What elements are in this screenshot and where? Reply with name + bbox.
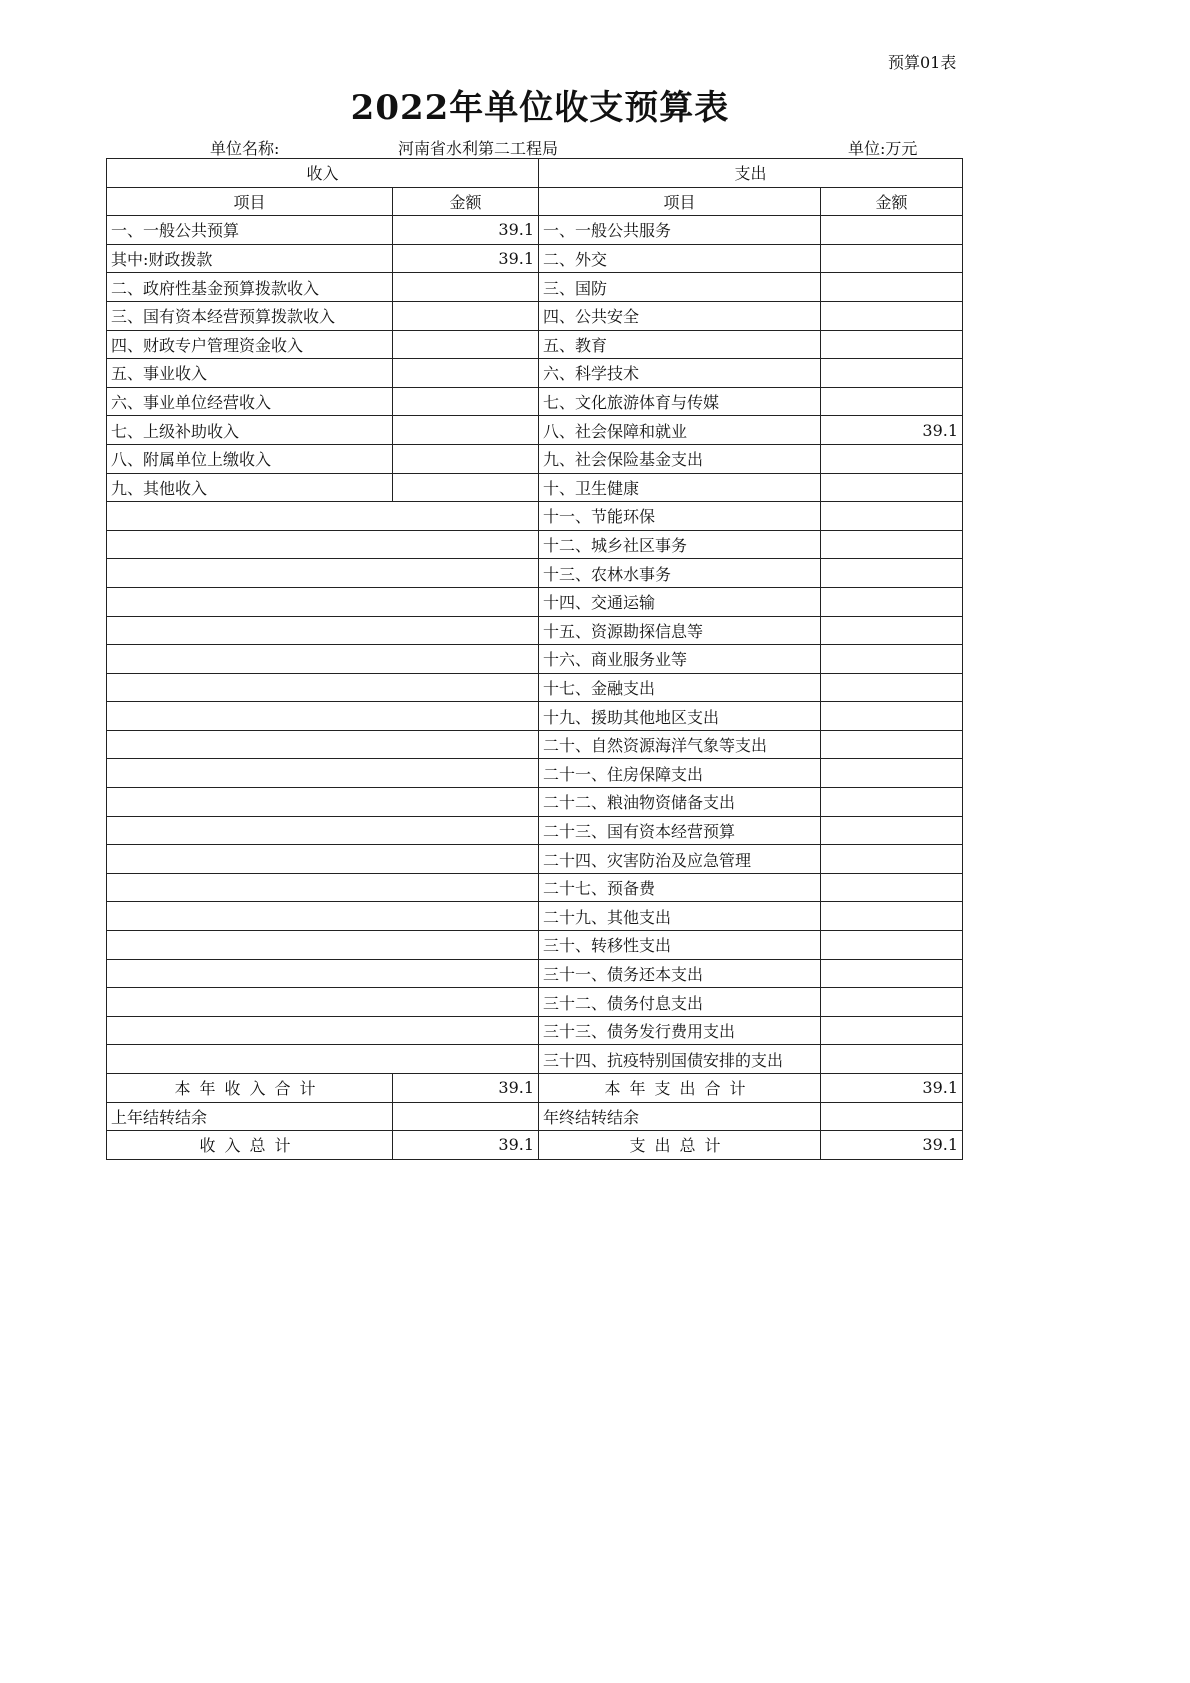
expense-amount — [821, 387, 963, 416]
income-row — [107, 673, 539, 702]
income-item: 五、事业收入 — [107, 359, 393, 388]
expense-amount — [821, 988, 963, 1017]
expense-amount — [821, 1045, 963, 1074]
expense-item: 十二、城乡社区事务 — [539, 530, 821, 559]
income-amount — [393, 330, 539, 359]
income-empty-cell — [107, 673, 539, 702]
income-amount — [393, 473, 539, 502]
expense-row — [539, 273, 963, 302]
unit-name: 河南省水利第二工程局 — [398, 139, 559, 158]
expense-row — [539, 473, 963, 502]
income-row — [107, 816, 539, 845]
income-carry-amount — [393, 1102, 539, 1131]
expense-row — [539, 816, 963, 845]
income-empty-cell — [107, 730, 539, 759]
expense-row — [539, 359, 963, 388]
income-empty-cell — [107, 587, 539, 616]
expense-amount — [821, 616, 963, 645]
income-empty-cell — [107, 959, 539, 988]
income-empty-cell — [107, 616, 539, 645]
expense-amount — [821, 530, 963, 559]
income-row — [107, 702, 539, 731]
expense-grand-total-row — [539, 1131, 963, 1160]
expense-carry-label: 年终结转结余 — [539, 1102, 821, 1131]
income-empty-cell — [107, 645, 539, 674]
income-item: 四、财政专户管理资金收入 — [107, 330, 393, 359]
expense-amount — [821, 216, 963, 245]
budget-table — [106, 158, 962, 1158]
income-rows — [107, 216, 539, 1074]
expense-year-total-label: 本年支出合计 — [539, 1074, 821, 1103]
expense-amount — [821, 1016, 963, 1045]
expense-item: 三、国防 — [539, 273, 821, 302]
expense-year-total-amount: 39.1 — [821, 1074, 963, 1103]
expense-item: 十三、农林水事务 — [539, 559, 821, 588]
income-grand-total-row — [107, 1131, 539, 1160]
expense-row — [539, 730, 963, 759]
income-section — [106, 158, 538, 1158]
income-amount — [393, 301, 539, 330]
income-empty-cell — [107, 931, 539, 960]
income-empty-cell — [107, 559, 539, 588]
expense-item: 二十二、粮油物资储备支出 — [539, 788, 821, 817]
expense-row — [539, 416, 963, 445]
income-amount: 39.1 — [393, 244, 539, 273]
income-empty-cell — [107, 530, 539, 559]
expense-amount — [821, 444, 963, 473]
income-carry-row — [107, 1102, 539, 1131]
expense-header: 支出 — [539, 159, 963, 188]
expense-row — [539, 702, 963, 731]
expense-amount — [821, 759, 963, 788]
income-row — [107, 788, 539, 817]
income-amount-header: 金额 — [393, 187, 539, 216]
income-row — [107, 845, 539, 874]
income-row — [107, 730, 539, 759]
income-row — [107, 387, 539, 416]
expense-amount — [821, 645, 963, 674]
expense-carry-row — [539, 1102, 963, 1131]
income-row — [107, 444, 539, 473]
expense-item: 八、社会保障和就业 — [539, 416, 821, 445]
income-amount — [393, 416, 539, 445]
expense-item: 四、公共安全 — [539, 301, 821, 330]
income-empty-cell — [107, 1045, 539, 1074]
income-empty-cell — [107, 788, 539, 817]
expense-item: 二十九、其他支出 — [539, 902, 821, 931]
expense-item: 三十、转移性支出 — [539, 931, 821, 960]
expense-amount — [821, 273, 963, 302]
income-empty-cell — [107, 759, 539, 788]
currency-unit: 单位:万元 — [848, 139, 918, 158]
expense-item: 十六、商业服务业等 — [539, 645, 821, 674]
income-amount — [393, 273, 539, 302]
income-row — [107, 273, 539, 302]
income-row — [107, 330, 539, 359]
page-title: 2022年单位收支预算表 — [350, 88, 730, 128]
form-number: 预算01表 — [888, 53, 957, 72]
income-row — [107, 216, 539, 245]
expense-year-total-row — [539, 1074, 963, 1103]
expense-amount — [821, 845, 963, 874]
income-item: 九、其他收入 — [107, 473, 393, 502]
income-empty-cell — [107, 702, 539, 731]
expense-item: 十一、节能环保 — [539, 502, 821, 531]
income-item-header: 项目 — [107, 187, 393, 216]
expense-rows — [539, 216, 963, 1074]
expense-item: 三十二、债务付息支出 — [539, 988, 821, 1017]
expense-row — [539, 845, 963, 874]
expense-item: 五、教育 — [539, 330, 821, 359]
expense-item: 二十、自然资源海洋气象等支出 — [539, 730, 821, 759]
expense-amount — [821, 788, 963, 817]
expense-row — [539, 330, 963, 359]
expense-amount — [821, 473, 963, 502]
expense-item: 十四、交通运输 — [539, 587, 821, 616]
income-row — [107, 1045, 539, 1074]
expense-amount — [821, 587, 963, 616]
expense-item: 二十三、国有资本经营预算 — [539, 816, 821, 845]
unit-name-label: 单位名称: — [210, 139, 280, 158]
income-amount — [393, 387, 539, 416]
expense-amount — [821, 959, 963, 988]
expense-item: 二十一、住房保障支出 — [539, 759, 821, 788]
expense-amount — [821, 559, 963, 588]
income-empty-cell — [107, 1016, 539, 1045]
expense-amount — [821, 502, 963, 531]
expense-row — [539, 559, 963, 588]
income-row — [107, 416, 539, 445]
expense-row — [539, 988, 963, 1017]
expense-item-header: 项目 — [539, 187, 821, 216]
income-row — [107, 301, 539, 330]
income-row — [107, 616, 539, 645]
expense-item: 三十四、抗疫特别国债安排的支出 — [539, 1045, 821, 1074]
expense-row — [539, 502, 963, 531]
expense-amount — [821, 673, 963, 702]
income-amount — [393, 359, 539, 388]
expense-amount — [821, 931, 963, 960]
income-row — [107, 759, 539, 788]
expense-row — [539, 616, 963, 645]
expense-amount — [821, 902, 963, 931]
expense-amount — [821, 702, 963, 731]
income-empty-cell — [107, 816, 539, 845]
expense-item: 三十三、债务发行费用支出 — [539, 1016, 821, 1045]
expense-item: 二、外交 — [539, 244, 821, 273]
expense-amount — [821, 244, 963, 273]
income-empty-cell — [107, 845, 539, 874]
expense-row — [539, 759, 963, 788]
income-row — [107, 473, 539, 502]
income-empty-cell — [107, 502, 539, 531]
expense-row — [539, 931, 963, 960]
expense-item: 十五、资源勘探信息等 — [539, 616, 821, 645]
expense-row — [539, 444, 963, 473]
expense-amount — [821, 330, 963, 359]
expense-item: 十七、金融支出 — [539, 673, 821, 702]
income-row — [107, 931, 539, 960]
income-grand-total-amount: 39.1 — [393, 1131, 539, 1160]
income-item: 二、政府性基金预算拨款收入 — [107, 273, 393, 302]
expense-item: 二十四、灾害防治及应急管理 — [539, 845, 821, 874]
income-empty-cell — [107, 988, 539, 1017]
income-empty-cell — [107, 902, 539, 931]
income-row — [107, 587, 539, 616]
income-row — [107, 645, 539, 674]
income-row — [107, 502, 539, 531]
expense-grand-total-label: 支出总计 — [539, 1131, 821, 1160]
expense-row — [539, 902, 963, 931]
income-row — [107, 244, 539, 273]
expense-row — [539, 645, 963, 674]
income-row — [107, 559, 539, 588]
income-row — [107, 873, 539, 902]
expense-amount — [821, 730, 963, 759]
expense-item: 十、卫生健康 — [539, 473, 821, 502]
expense-table — [538, 158, 963, 1160]
income-amount — [393, 444, 539, 473]
expense-row — [539, 959, 963, 988]
expense-row — [539, 216, 963, 245]
expense-amount — [821, 301, 963, 330]
income-header: 收入 — [107, 159, 539, 188]
expense-amount — [821, 873, 963, 902]
income-amount: 39.1 — [393, 216, 539, 245]
expense-row — [539, 873, 963, 902]
expense-item: 七、文化旅游体育与传媒 — [539, 387, 821, 416]
expense-amount — [821, 816, 963, 845]
income-carry-label: 上年结转结余 — [107, 1102, 393, 1131]
expense-row — [539, 673, 963, 702]
income-empty-cell — [107, 873, 539, 902]
income-item: 八、附属单位上缴收入 — [107, 444, 393, 473]
expense-item: 三十一、债务还本支出 — [539, 959, 821, 988]
expense-row — [539, 301, 963, 330]
expense-amount — [821, 359, 963, 388]
expense-item: 二十七、预备费 — [539, 873, 821, 902]
expense-amount: 39.1 — [821, 416, 963, 445]
income-grand-total-label: 收入总计 — [107, 1131, 393, 1160]
expense-row — [539, 530, 963, 559]
income-item: 三、国有资本经营预算拨款收入 — [107, 301, 393, 330]
income-item: 一、一般公共预算 — [107, 216, 393, 245]
income-item: 六、事业单位经营收入 — [107, 387, 393, 416]
expense-carry-amount — [821, 1102, 963, 1131]
income-year-total-amount: 39.1 — [393, 1074, 539, 1103]
income-row — [107, 959, 539, 988]
expense-item: 十九、援助其他地区支出 — [539, 702, 821, 731]
expense-item: 一、一般公共服务 — [539, 216, 821, 245]
income-item: 其中:财政拨款 — [107, 244, 393, 273]
expense-row — [539, 244, 963, 273]
income-item: 七、上级补助收入 — [107, 416, 393, 445]
income-row — [107, 902, 539, 931]
income-year-total-row — [107, 1074, 539, 1103]
expense-row — [539, 387, 963, 416]
income-row — [107, 359, 539, 388]
expense-amount-header: 金额 — [821, 187, 963, 216]
income-row — [107, 1016, 539, 1045]
expense-grand-total-amount: 39.1 — [821, 1131, 963, 1160]
expense-row — [539, 1045, 963, 1074]
expense-row — [539, 788, 963, 817]
income-row — [107, 988, 539, 1017]
income-year-total-label: 本年收入合计 — [107, 1074, 393, 1103]
expense-section — [538, 158, 962, 1158]
expense-row — [539, 1016, 963, 1045]
income-row — [107, 530, 539, 559]
income-table — [106, 158, 539, 1160]
expense-item: 九、社会保险基金支出 — [539, 444, 821, 473]
expense-row — [539, 587, 963, 616]
expense-item: 六、科学技术 — [539, 359, 821, 388]
